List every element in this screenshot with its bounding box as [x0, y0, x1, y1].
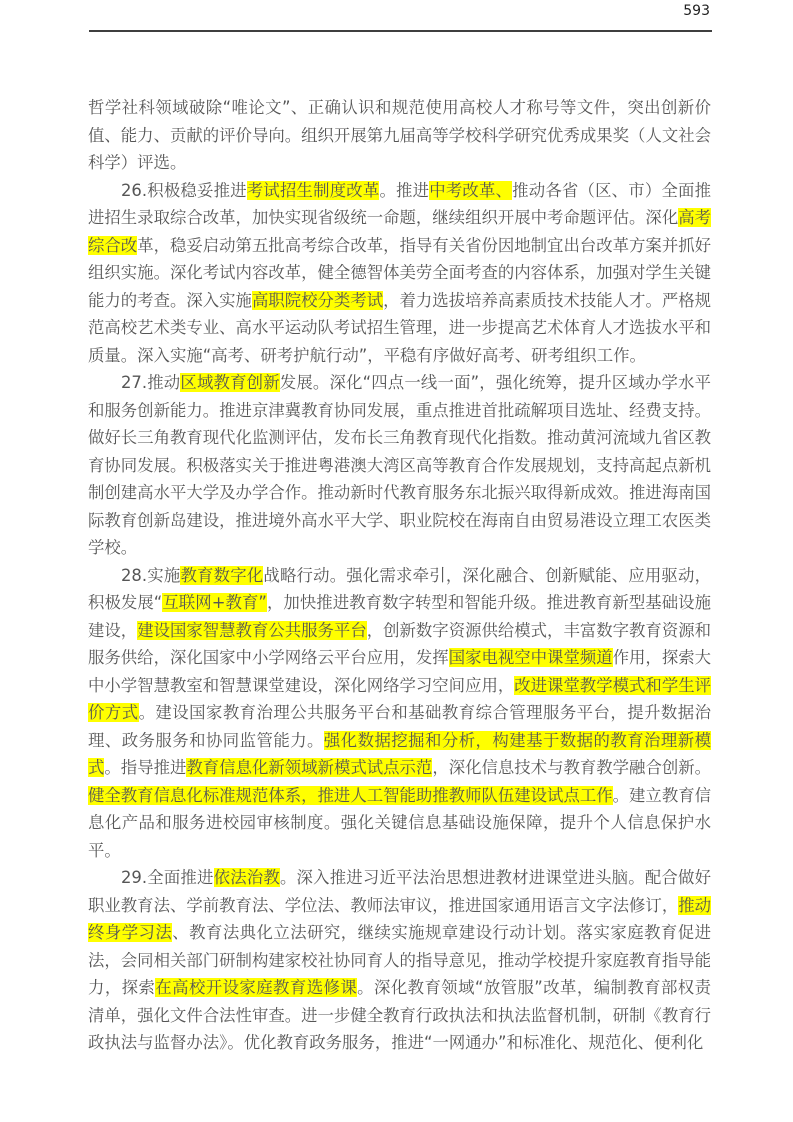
text-run: 。深化教育领域“放管服”改革，编制教育部权责清单，强化文件合法性审查。进一步健全教育行政执法和执法监督机制，研制《教育行政执法与监督办法》。优化教育政务服务，推进“一网通办”和标准化、规范化、便利化: [88, 978, 712, 1052]
highlighted-text: 互联网+教育”: [162, 593, 267, 612]
text-run: 发展。深化“四点一线一面”，强化统筹，提升区域办学水平和服务创新能力。推进京津冀教育协同发展，重点推进首批疏解项目选址、经费支持。做好长三角教育现代化监测评估，发布长三角教育现代化指数。推动黄河流域九省区教育协同发展。积极落实关于推进粤港澳大湾区高等教育合作发展规划，支持高起点新机制创建高水平大学及办学合作。推动新时代教育服务东北振兴取得新成效。推进海南国际教育创新岛建设，推进境外高水平大学、职业院校在海南自由贸易港设立理工农医类学校。: [88, 373, 712, 557]
highlighted-text: 建设国家智慧教育公共服务平台: [137, 620, 367, 640]
paragraph: [88, 864, 711, 1057]
text-run: 哲学社科领域破除“唯论文”、正确认识和规范使用高校人才称号等文件，突出创新价值、能力、贡献的评价导向。组织开展第九届高等学校科学研究优秀成果奖（人文社会科学）评选。: [88, 98, 711, 172]
text-run: 推动各省（区、市）全面推进招生录取综合改革，加快实现省级统一命题，继续组织开展中考命题评估。深化: [88, 180, 712, 227]
text-run: 。指导推进: [104, 758, 187, 777]
text-run: ，加快推进教育数字转型和智能升级。推进教育新型基础设施建设，: [88, 593, 712, 640]
highlighted-text: 国家电视空中课堂频道: [448, 648, 613, 667]
highlighted-text: 改进课堂教学模式和学生评价方式: [88, 675, 711, 722]
paragraph: [88, 94, 711, 177]
highlighted-text: 在高校开设家庭教育选修课: [155, 978, 358, 997]
text-run: ，创新数字资源供给模式，丰富数字教育资源和服务供给，深化国家中小学网络云平台应用，发挥: [88, 620, 712, 667]
page-number: 593: [683, 3, 710, 19]
text-run: 。建立教育信息化产品和服务进校园审核制度。强化关键信息基础设施保障，提升个人信息保护水平。: [88, 785, 712, 860]
text-run: 战略行动。强化需求牵引，深化融合、创新赋能、应用驱动，积极发展“: [88, 565, 711, 612]
text-run: 27.推动: [121, 373, 181, 392]
text-run: 革，稳妥启动第五批高考综合改革，指导有关省份因地制宜出台改革方案并抓好组织实施。深化考试内容改革，健全德智体美劳全面考查的内容体系，加强对学生关键能力的考查。深入实施: [88, 235, 712, 310]
paragraph: [88, 562, 711, 865]
paragraph: [88, 369, 711, 562]
text-run: 、教育法典化立法研究，继续实施规章建设行动计划。落实家庭教育促进法，会同相关部门研制构建家校社协同育人的指导意见，推动学校提升家庭教育指导能力，探索: [88, 923, 712, 997]
text-run: 作用，探索大中小学智慧教室和智慧课堂建设，深化网络学习空间应用，: [88, 648, 712, 695]
paragraph: [88, 177, 711, 370]
highlighted-text: 健全教育信息化标准规范体系，推进人工智能助推教师队伍建设试点工作: [88, 785, 613, 805]
highlighted-text: 考试招生制度改革: [246, 180, 380, 200]
text-run: 。深入推进习近平法治思想进教材进课堂进头脑。配合做好职业教育法、学前教育法、学位法、教师法审议，推进国家通用语言文字法修订，: [88, 868, 711, 915]
text-run: 。建设国家教育治理公共服务平台和基础教育综合管理服务平台，提升数据治理、政务服务和协同监管能力。: [88, 703, 712, 750]
highlighted-text: 高考综合改: [88, 208, 712, 255]
page-body: [88, 94, 711, 1057]
text-run: 。推进: [379, 180, 430, 200]
highlighted-text: 教育数字化: [180, 565, 264, 585]
text-run: ，着力选拔培养高素质技术技能人才。严格规范高校艺术类专业、高水平运动队考试招生管理，进一步提高艺术体育人才选拔水平和质量。深入实施“高考、研考护航行动”，平稳有序做好高考、研考组织工作。: [88, 290, 712, 365]
highlighted-text: 区域教育创新: [180, 373, 280, 392]
text-run: 26.积极稳妥推进: [121, 180, 247, 200]
highlighted-text: 推动终身学习法: [88, 895, 712, 942]
highlighted-text: 高职院校分类考试: [251, 290, 384, 310]
highlighted-text: 依法治教: [213, 868, 280, 887]
header-rule: [89, 30, 712, 32]
highlighted-text: 教育信息化新领域新模式试点示范: [186, 758, 433, 777]
text-run: 28.实施: [121, 565, 181, 585]
text-run: ，深化信息技术与教育教学融合创新。: [432, 758, 712, 777]
highlighted-text: 中考改革、: [429, 180, 513, 200]
text-run: 29.全面推进: [121, 868, 214, 887]
highlighted-text: 强化数据挖掘和分析，构建基于数据的教育治理新模式: [88, 730, 712, 777]
